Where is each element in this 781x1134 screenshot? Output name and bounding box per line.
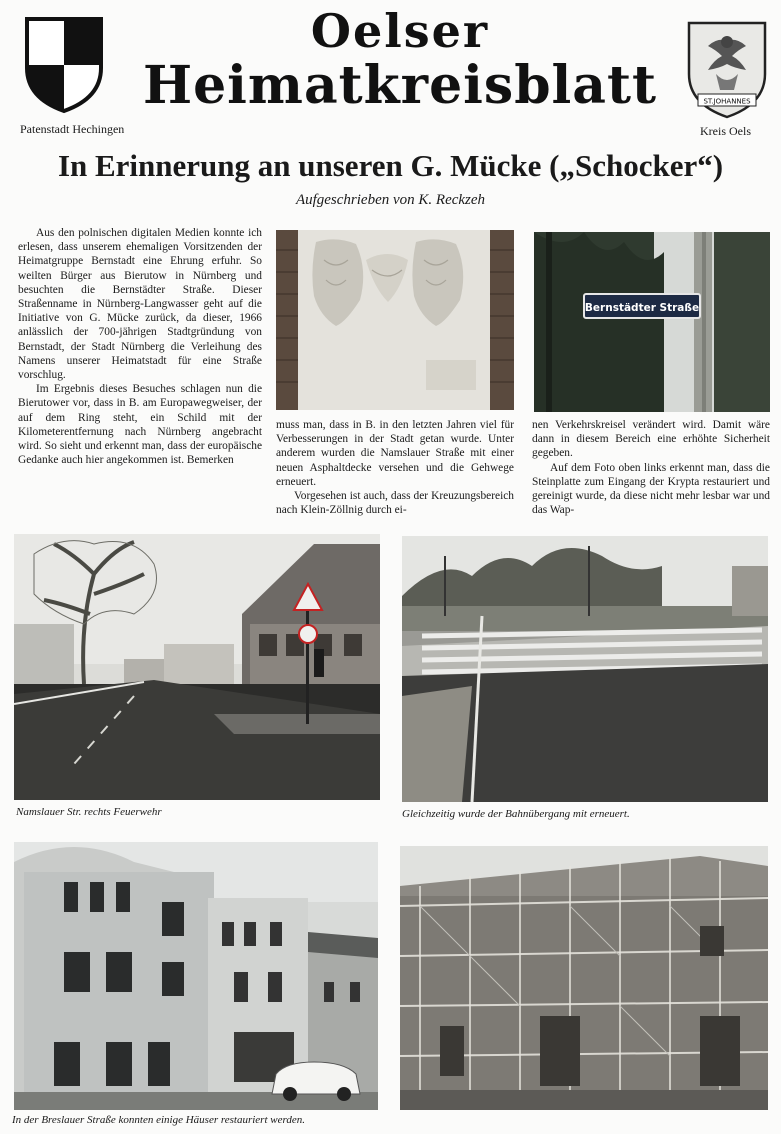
street-sign-text: Bernstädter Straße (584, 302, 700, 314)
masthead-title-line2: Heimatkreisblatt (142, 55, 658, 116)
kreis-label: Kreis Oels (700, 124, 751, 138)
stone-slab-photo (276, 230, 514, 410)
caption-namslauer: Namslauer Str. rechts Feuerwehr (16, 806, 162, 818)
article-headline: In Erinnerung an unseren G. Mücke („Schocker“) (57, 148, 724, 183)
paragraph: Aus den polnischen digitalen Medien konnte ich erlesen, dass unserem ehemaligen Vorsitzenden der Heimatgruppe Bernstadt eine Ehrung erfuhr. So weilten Bürger aus Bierutow in Nürnberg und besuchten die Bernstädter Straße. Dieser Straßenname in Nürnberg-Langwasser geht auf die Initiative von G. Mücke zurück, da dieser, 1966 anlässlich der 700-jährigen Stadtgründung von Bernstadt, der Stadt Nürnberg die Verleihung des Namens unserer Heimatstadt für eine Straße vorschlug. (18, 227, 262, 382)
paragraph: Im Ergebnis dieses Besuches schlagen nun die Bierutower vor, dass in B. am Europawegweiser, der auf dem Ring steht, ein Schild mit der Kilometerentfernung nach Nürnberg angebracht wird. So sieht und erkennt man, dass der europäische Gedanke auch hier angekommen ist. Bemerken (18, 383, 262, 467)
scaffolding-photo (400, 846, 768, 1110)
paragraph: Vorgesehen ist auch, dass der Kreuzungsbereich nach Klein-Zöllnig durch ei- (276, 490, 514, 517)
paragraph: nen Verkehrskreisel verändert wird. Damit wäre dann in diesem Bereich eine erhöhte Sicherheit gegeben. (532, 419, 770, 460)
hechingen-coat-of-arms (24, 16, 104, 114)
caption-railway: Gleichzeitig wurde der Bahnübergang mit erneuert. (402, 808, 630, 820)
oels-coat-of-arms (686, 20, 768, 120)
paragraph: Auf dem Foto oben links erkennt man, dass die Steinplatte zum Eingang der Krypta restauriert und gereinigt wurde, da diese nicht mehr lesbar war und das Wap- (532, 461, 770, 517)
railway-crossing-photo (402, 536, 768, 802)
namslauer-street-photo (14, 534, 380, 800)
seal-text: ST.JOHANNES (703, 97, 751, 106)
masthead-title-line1: Oelser (310, 4, 490, 58)
patenstadt-label: Patenstadt Hechingen (20, 122, 125, 136)
article-byline: Aufgeschrieben von K. Reckzeh (295, 192, 486, 208)
breslauer-houses-photo (14, 842, 378, 1110)
street-sign-photo (534, 232, 770, 412)
masthead-title (140, 4, 660, 116)
text-column-2 (276, 418, 514, 517)
text-column-3 (532, 418, 770, 517)
paragraph: muss man, dass in B. in den letzten Jahren viel für Verbesserungen in der Stadt getan wurde. Unter anderem wurden die Namslauer Straße mit einer neuen Asphaltdecke versehen und die Gehwege erneuert. (276, 419, 514, 488)
text-column-1 (18, 226, 262, 467)
caption-breslauer: In der Breslauer Straße konnten einige Häuser restauriert werden. (12, 1114, 305, 1126)
